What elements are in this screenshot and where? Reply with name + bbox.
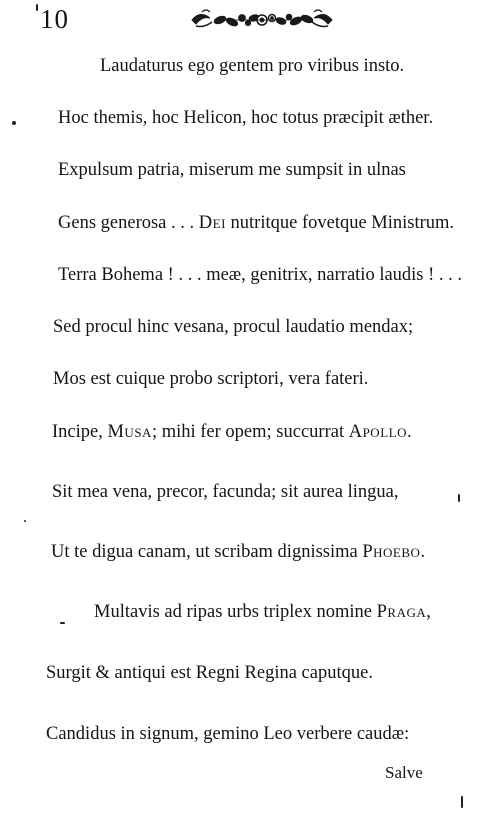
catchword: Salve [385, 763, 423, 782]
floral-garland-icon [188, 6, 336, 34]
ink-speck [12, 121, 16, 125]
verse-line-1: Laudaturus ego gentem pro viribus insto. [100, 56, 405, 76]
verse-line-7: Mos est cuique probo scriptori, vera fateri. [53, 369, 369, 389]
verse-line-10-end: . [420, 542, 426, 562]
verse-line-4 [58, 212, 454, 234]
floral-garland-icon-graphic [188, 6, 336, 34]
verse-line-8-start: Incipe, [52, 422, 103, 442]
verse-line-10 [51, 541, 425, 563]
verse-line-6: Sed procul hinc vesana, procul laudatio mendax; [53, 317, 414, 337]
verse-line-11-end: , [426, 602, 431, 622]
verse-line-8-smallcaps-1: Musa [107, 422, 152, 442]
verse-line-5: Terra Bohema ! . . . meæ, genitrix, narratio laudis ! . . . [58, 265, 463, 285]
verse-line-4-end: nutritque fovetque Ministrum. [230, 213, 455, 233]
verse-line-8 [52, 421, 412, 443]
verse-line-12: Surgit & antiqui est Regni Regina caputque. [46, 663, 373, 683]
verse-line-2: Hoc themis, hoc Helicon, hoc totus præcipit æther. [58, 108, 434, 128]
ink-speck [24, 520, 26, 522]
page-number: 10 [40, 4, 69, 34]
ink-speck [36, 4, 38, 11]
verse-line-11-smallcaps: Praga [376, 602, 427, 622]
verse-line-10-smallcaps: Phoebo [362, 542, 421, 562]
verse-line-13: Candidus in signum, gemino Leo verbere caudæ: [46, 724, 410, 744]
verse-line-8-end: . [406, 422, 412, 442]
ink-speck [60, 622, 65, 624]
ink-speck [458, 494, 460, 502]
verse-line-10-start: Ut te digua canam, ut scribam dignissima [51, 542, 358, 562]
verse-line-3: Expulsum patria, miserum me sumpsit in ulnas [58, 160, 406, 180]
verse-line-11 [94, 601, 431, 623]
verse-line-4-smallcaps: Dei [198, 213, 226, 233]
verse-line-8-smallcaps-2: Apollo [348, 422, 407, 442]
verse-line-8-middle: ; mihi fer opem; succurrat [151, 422, 345, 442]
ink-speck [461, 796, 463, 808]
verse-line-4-start: Gens generosa . . . [58, 213, 195, 233]
verse-line-11-start: Multavis ad ripas urbs triplex nomine [94, 602, 372, 622]
verse-line-9: Sit mea vena, precor, facunda; sit aurea lingua, [52, 482, 399, 502]
